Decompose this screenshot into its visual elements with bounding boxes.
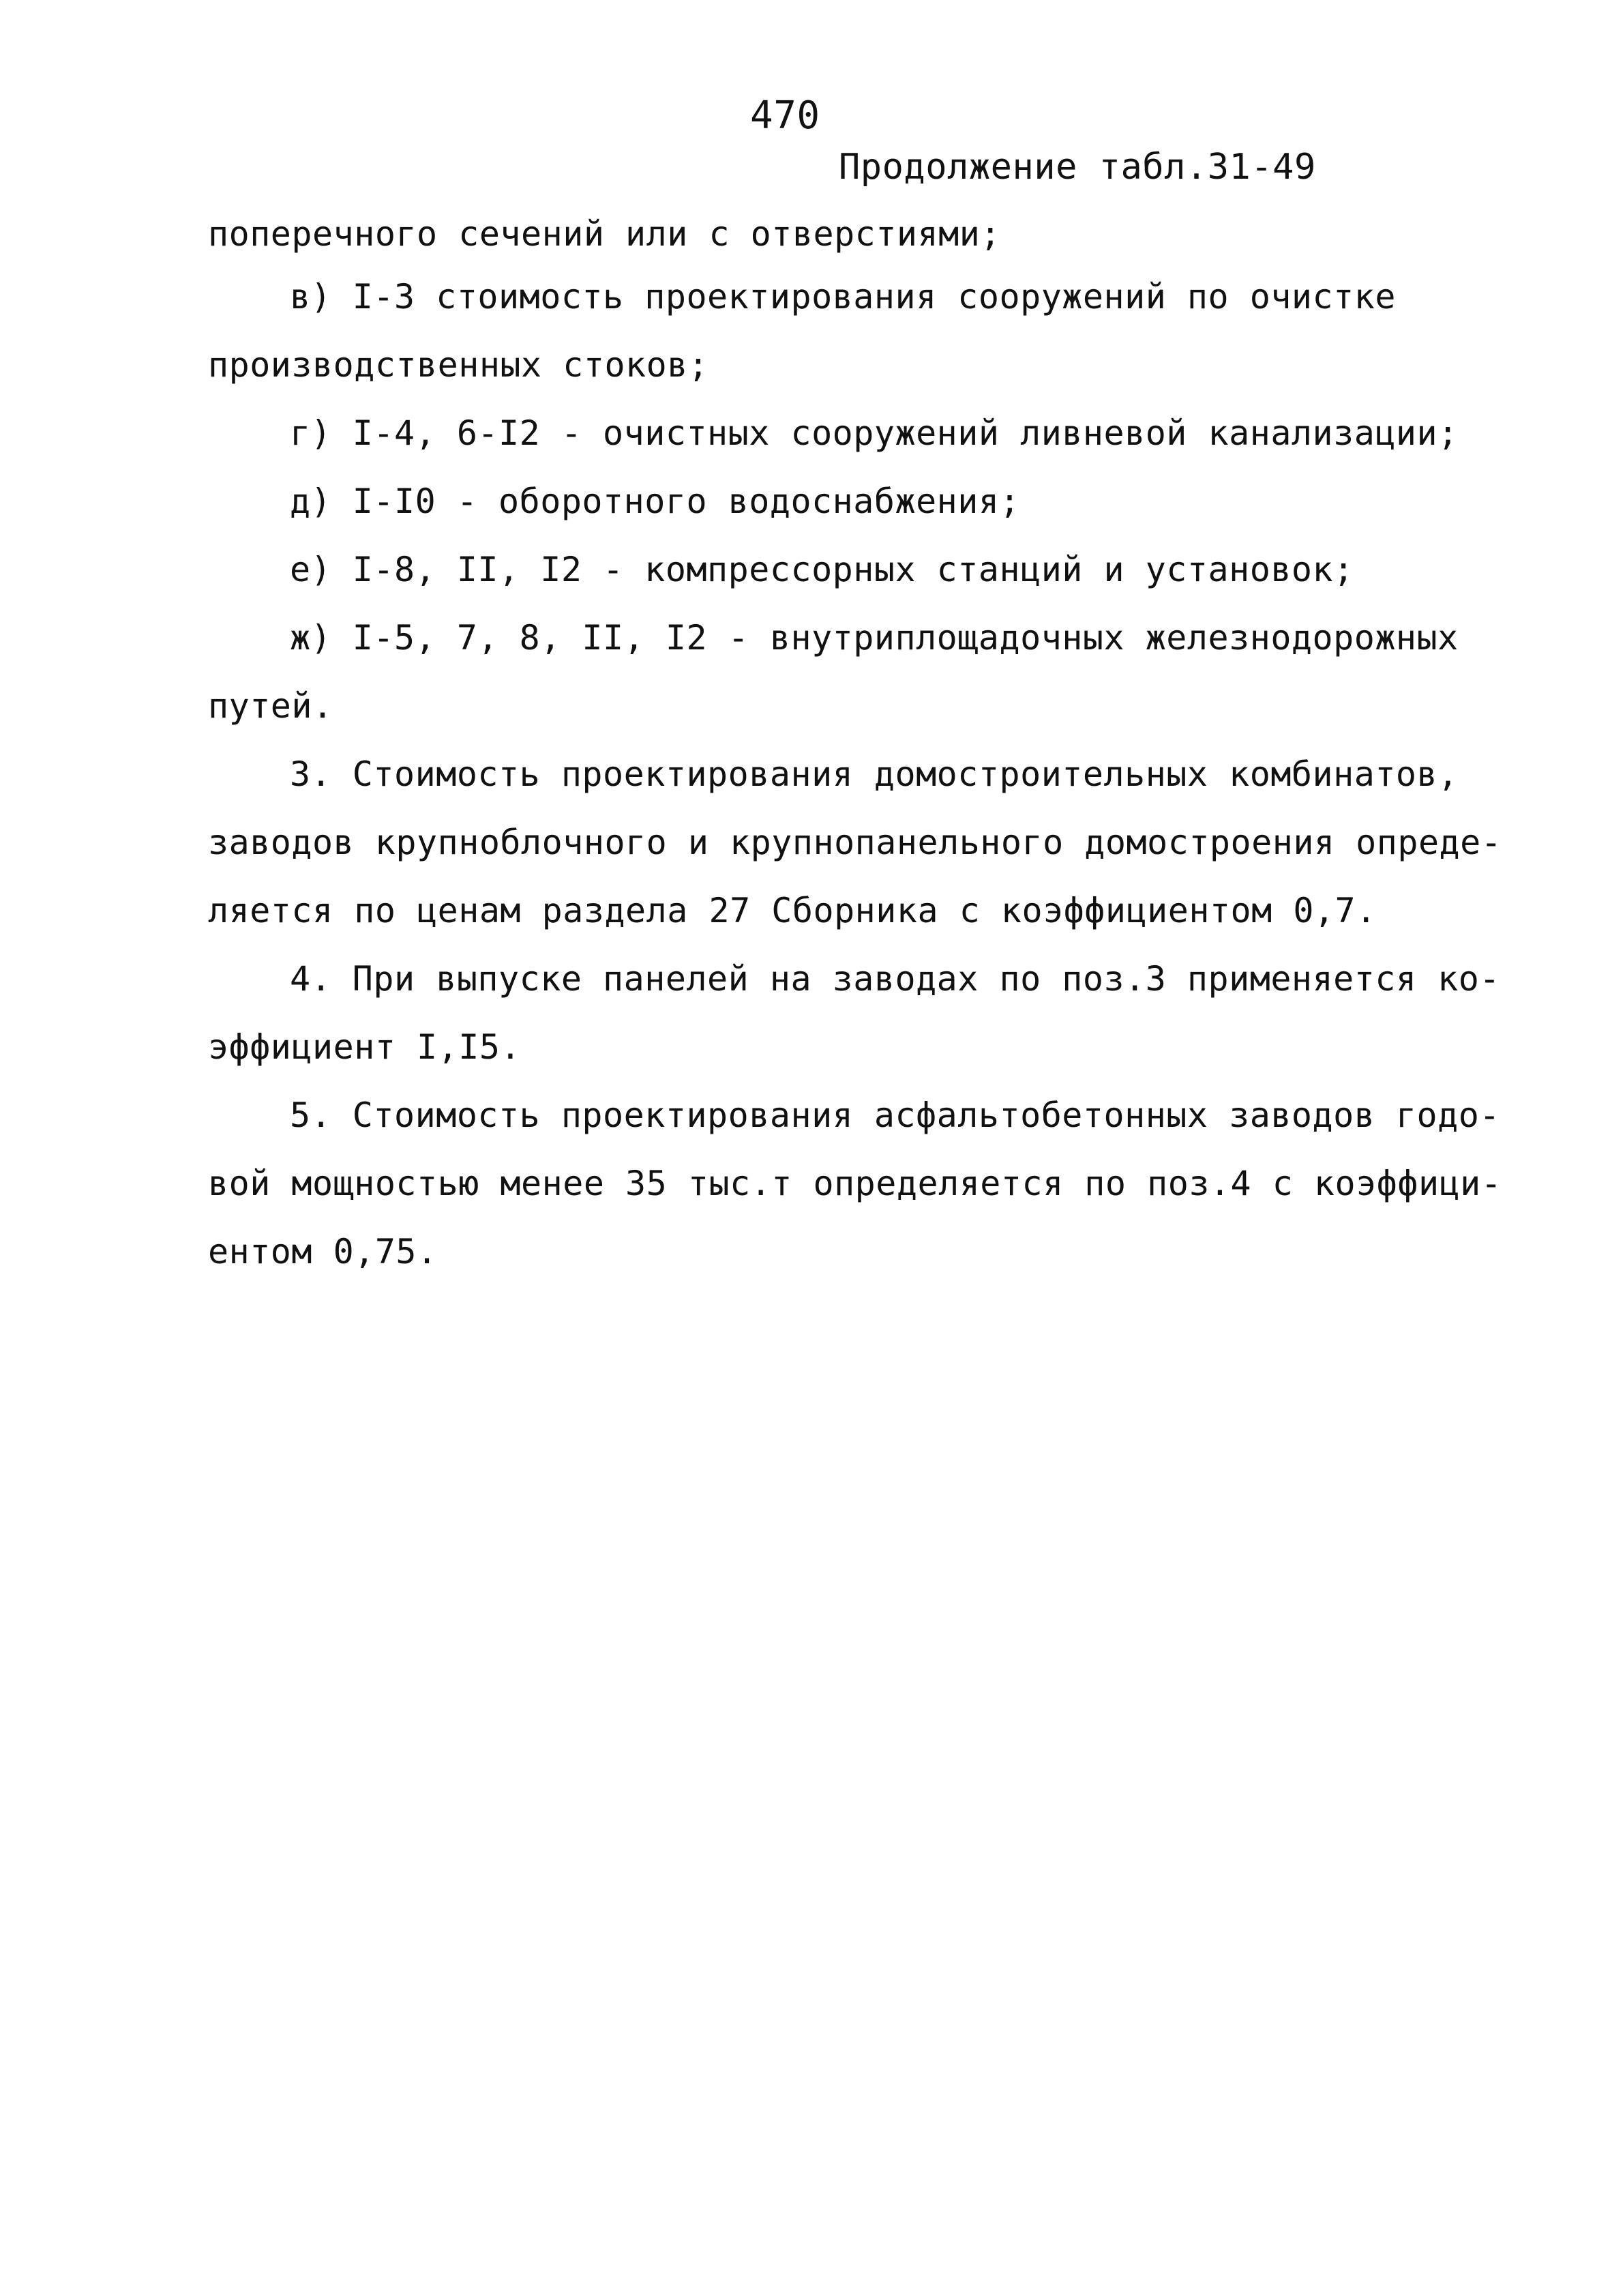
text-line: заводов крупноблочного и крупнопанельного домостроения опреде- [208,823,1502,862]
text-line: производственных стоков; [208,345,709,385]
text-line: е) I-8, II, I2 - компрессорных станций и установок; [290,550,1354,589]
text-line: ж) I-5, 7, 8, II, I2 - внутриплощадочных железнодорожных [290,618,1459,658]
text-line: путей. [208,686,333,726]
text-line: г) I-4, 6-I2 - очистных сооружений ливневой канализации; [290,413,1459,453]
text-line: эффициент I,I5. [208,1027,522,1067]
text-line: ентом 0,75. [208,1232,438,1271]
text-line: д) I-I0 - оборотного водоснабжения; [290,482,1021,521]
table-continuation-header: Продолжение табл.31-49 [839,147,1316,188]
text-line: в) I-3 стоимость проектирования сооружений по очистке [290,277,1396,317]
text-line: 4. При выпуске панелей на заводах по поз.3 применяется ко- [290,959,1500,999]
text-line: 3. Стоимость проектирования домостроительных комбинатов, [290,754,1459,794]
text-line: поперечного сечений или с отверстиями; [208,214,1001,254]
page-number: 470 [750,93,820,138]
text-line: ляется по ценам раздела 27 Сборника с коэффициентом 0,7. [208,891,1377,930]
text-line: вой мощностью менее 35 тыс.т определяется по поз.4 с коэффици- [208,1164,1502,1203]
text-line: 5. Стоимость проектирования асфальтобетонных заводов годо- [290,1095,1500,1135]
